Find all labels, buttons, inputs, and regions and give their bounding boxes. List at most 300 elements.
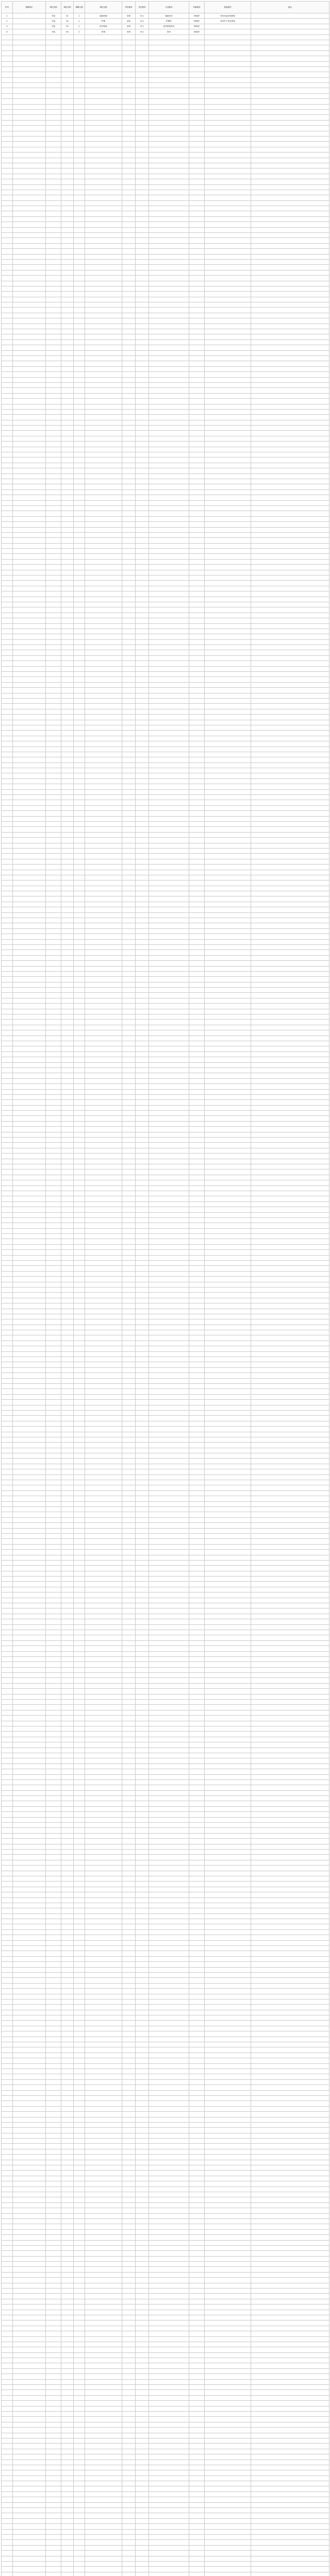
table-cell: [122, 115, 136, 120]
table-cell: [61, 1164, 74, 1169]
table-cell: [85, 361, 122, 366]
table-cell: [251, 110, 329, 115]
table-row: [2, 865, 329, 870]
table-cell: [136, 1512, 149, 1517]
table-cell: [85, 591, 122, 597]
table-cell: [189, 1175, 205, 1180]
table-cell: [122, 1506, 136, 1512]
table-cell: [46, 276, 61, 281]
table-cell: [189, 1330, 205, 1335]
table-cell: [149, 1443, 189, 1448]
table-cell: [136, 1913, 149, 1919]
table-cell: [122, 854, 136, 859]
table-cell: [74, 1501, 85, 1506]
table-row: [2, 1314, 329, 1319]
table-cell: [13, 693, 46, 698]
table-cell: [136, 800, 149, 805]
table-cell: [61, 1298, 74, 1303]
table-cell: [189, 731, 205, 736]
table-cell: [74, 1378, 85, 1383]
table-cell: [149, 1689, 189, 1694]
table-cell: [46, 725, 61, 730]
table-cell: [205, 1555, 251, 1560]
table-cell: [74, 838, 85, 843]
table-cell: [149, 1871, 189, 1876]
table-cell: [13, 1480, 46, 1485]
table-cell: [189, 661, 205, 666]
table-cell: [149, 1132, 189, 1137]
table-cell: [85, 1475, 122, 1480]
table-cell: [149, 977, 189, 982]
table-cell: [74, 1287, 85, 1292]
table-cell: [205, 1014, 251, 1020]
table-cell: [251, 1512, 329, 1517]
table-cell: [74, 1946, 85, 1951]
table-cell: [61, 865, 74, 870]
table-cell: [136, 1309, 149, 1314]
table-cell: [61, 891, 74, 896]
table-cell: [251, 2037, 329, 2042]
table-cell: [122, 950, 136, 955]
table-cell: [61, 1764, 74, 1769]
table-cell: [85, 821, 122, 826]
table-cell: [61, 1742, 74, 1748]
table-cell: [13, 1640, 46, 1646]
table-cell: [46, 522, 61, 527]
table-row: [2, 1410, 329, 1415]
table-cell: [61, 1255, 74, 1260]
table-cell: [61, 1983, 74, 1988]
table-cell: [205, 393, 251, 398]
table-cell: [205, 1148, 251, 1153]
table-cell: [2, 1774, 13, 1780]
table-cell: [46, 709, 61, 714]
table-cell: [149, 463, 189, 468]
table-cell: [74, 1485, 85, 1490]
table-cell: [46, 1437, 61, 1442]
table-cell: [189, 265, 205, 270]
table-cell: [74, 1094, 85, 1099]
table-cell: [46, 1154, 61, 1159]
table-cell: [189, 1999, 205, 2004]
table-cell: [61, 1619, 74, 1624]
table-row: [2, 1459, 329, 1464]
table-cell: [46, 752, 61, 757]
table-cell: [2, 409, 13, 414]
table-cell: [2, 1416, 13, 1421]
table-cell: [2, 1866, 13, 1871]
table-row: [2, 2063, 329, 2069]
table-cell: [205, 1999, 251, 2004]
table-cell: [189, 1876, 205, 1881]
table-cell: [13, 757, 46, 762]
table-cell: [85, 762, 122, 768]
table-cell: [46, 1469, 61, 1475]
table-cell: [2, 1662, 13, 1667]
table-cell: [251, 1427, 329, 1432]
table-cell: [189, 1121, 205, 1126]
table-cell: [13, 1154, 46, 1159]
table-cell: [205, 452, 251, 457]
table-cell: [205, 623, 251, 629]
table-row: [2, 1764, 329, 1769]
table-cell: [13, 1319, 46, 1325]
table-cell: [136, 1298, 149, 1303]
table-cell: [122, 1067, 136, 1073]
table-cell: [136, 1062, 149, 1067]
table-cell: [61, 1271, 74, 1276]
table-cell: [205, 1078, 251, 1083]
table-row: [2, 463, 329, 468]
table-row: [2, 1603, 329, 1608]
table-cell: [136, 2042, 149, 2047]
table-cell: [136, 1346, 149, 1351]
table-cell: [122, 1555, 136, 1560]
table-cell: [74, 1261, 85, 1266]
table-cell: [251, 1640, 329, 1646]
table-cell: [85, 1030, 122, 1036]
table-row: [2, 1089, 329, 1094]
table-cell: [251, 1448, 329, 1453]
table-cell: [251, 816, 329, 821]
table-cell: [85, 1437, 122, 1442]
table-cell: [205, 345, 251, 350]
table-cell: [189, 971, 205, 976]
table-cell: [136, 1148, 149, 1153]
table-cell: [85, 1185, 122, 1191]
table-cell: [251, 1228, 329, 1233]
table-cell: [149, 1860, 189, 1865]
table-cell: [122, 1094, 136, 1099]
table-cell: [74, 265, 85, 270]
table-cell: [136, 1560, 149, 1565]
table-cell: [136, 1400, 149, 1405]
table-cell: [251, 1261, 329, 1266]
table-cell: [205, 875, 251, 880]
table-cell: [13, 190, 46, 195]
table-row: [2, 1078, 329, 1083]
table-cell: [74, 1656, 85, 1662]
table-cell: [85, 875, 122, 880]
table-row: [2, 1170, 329, 1175]
table-cell: [74, 1544, 85, 1549]
table-cell: [61, 1678, 74, 1683]
table-cell: [122, 907, 136, 912]
table-cell: [149, 1464, 189, 1469]
table-cell: [149, 586, 189, 591]
table-cell: [85, 1624, 122, 1630]
table-cell: [85, 227, 122, 232]
table-cell: [251, 554, 329, 559]
table-cell: [13, 292, 46, 297]
table-cell: [149, 1694, 189, 1699]
table-cell: [2, 1405, 13, 1410]
table-cell: [136, 1207, 149, 1212]
table-cell: [74, 1437, 85, 1442]
table-cell: [122, 645, 136, 650]
table-cell: [74, 1614, 85, 1619]
table-cell: [205, 1309, 251, 1314]
table-cell: [136, 265, 149, 270]
table-cell: [122, 1823, 136, 1828]
table-cell: [85, 1105, 122, 1110]
table-cell: [251, 334, 329, 340]
table-cell: [74, 1662, 85, 1667]
table-row: [2, 1138, 329, 1143]
table-cell: [149, 77, 189, 82]
table-cell: [136, 1389, 149, 1394]
table-cell: [136, 928, 149, 934]
table-cell: [13, 2037, 46, 2042]
table-cell: [85, 778, 122, 784]
table-cell: [2, 1185, 13, 1191]
table-cell: [13, 1662, 46, 1667]
table-cell: [13, 1828, 46, 1833]
table-row: [2, 1608, 329, 1614]
table-cell: [13, 1758, 46, 1764]
table-cell: [205, 1067, 251, 1073]
table-cell: [13, 1127, 46, 1132]
table-cell: 临床医学: [149, 13, 189, 19]
table-cell: [74, 543, 85, 548]
table-cell: [13, 1330, 46, 1335]
table-cell: [13, 923, 46, 928]
table-cell: [46, 126, 61, 131]
table-row: [2, 142, 329, 147]
table-cell: [122, 1330, 136, 1335]
table-cell: [85, 1646, 122, 1651]
table-cell: [61, 666, 74, 671]
table-cell: [122, 126, 136, 131]
table-cell: [189, 848, 205, 853]
table-cell: [85, 1694, 122, 1699]
table-cell: [74, 1892, 85, 1897]
table-cell: [189, 350, 205, 355]
table-cell: [13, 1437, 46, 1442]
table-cell: [149, 1533, 189, 1538]
table-cell: [74, 233, 85, 238]
table-cell: [149, 1523, 189, 1528]
table-cell: [205, 1608, 251, 1614]
table-cell: [13, 1475, 46, 1480]
table-cell: [149, 2058, 189, 2063]
table-cell: [136, 1261, 149, 1266]
table-cell: [136, 1250, 149, 1255]
table-cell: [46, 286, 61, 291]
table-cell: [189, 1753, 205, 1758]
table-cell: [2, 1742, 13, 1748]
table-cell: [2, 1084, 13, 1089]
table-cell: [46, 142, 61, 147]
table-cell: [149, 1410, 189, 1415]
table-cell: [13, 361, 46, 366]
table-cell: [189, 511, 205, 516]
table-cell: [74, 409, 85, 414]
table-cell: [74, 859, 85, 864]
table-cell: [205, 457, 251, 463]
table-cell: [251, 1400, 329, 1405]
table-cell: [2, 736, 13, 741]
table-cell: [205, 1501, 251, 1506]
table-cell: [2, 918, 13, 923]
table-cell: [2, 1212, 13, 1217]
table-cell: [189, 1138, 205, 1143]
table-cell: [136, 1748, 149, 1753]
table-cell: [61, 136, 74, 141]
table-cell: [122, 1164, 136, 1169]
table-cell: [189, 522, 205, 527]
table-cell: [46, 56, 61, 61]
table-row: [2, 1796, 329, 1801]
table-cell: [251, 532, 329, 537]
table-cell: [136, 1443, 149, 1448]
table-cell: [122, 1935, 136, 1940]
table-cell: [149, 1550, 189, 1555]
table-cell: [13, 581, 46, 586]
table-cell: [13, 1946, 46, 1951]
table-cell: [149, 1866, 189, 1871]
table-cell: [251, 1758, 329, 1764]
table-cell: 1: [2, 13, 13, 19]
table-cell: [2, 977, 13, 982]
table-cell: [251, 993, 329, 998]
table-cell: [189, 1490, 205, 1496]
table-cell: [2, 1314, 13, 1319]
table-cell: [122, 1389, 136, 1394]
table-cell: [122, 259, 136, 264]
table-cell: [136, 206, 149, 211]
table-cell: [122, 50, 136, 56]
table-cell: [46, 1935, 61, 1940]
table-cell: [136, 1453, 149, 1459]
table-cell: [251, 1250, 329, 1255]
table-cell: [149, 1212, 189, 1217]
table-cell: [251, 918, 329, 923]
table-cell: [46, 1689, 61, 1694]
table-cell: [251, 1635, 329, 1640]
table-cell: [74, 1480, 85, 1485]
table-cell: [74, 565, 85, 570]
table-cell: [46, 216, 61, 222]
table-cell: [2, 1121, 13, 1126]
table-cell: [46, 222, 61, 227]
table-cell: [74, 511, 85, 516]
table-cell: [61, 1325, 74, 1330]
table-cell: [74, 1651, 85, 1656]
table-cell: [46, 1566, 61, 1571]
table-cell: [149, 768, 189, 773]
table-cell: [189, 426, 205, 431]
table-cell: 1: [74, 24, 85, 29]
table-cell: [61, 1806, 74, 1811]
table-cell: [74, 1020, 85, 1025]
table-cell: [61, 313, 74, 318]
table-cell: [136, 1801, 149, 1806]
table-cell: [46, 1806, 61, 1811]
table-cell: [13, 409, 46, 414]
table-cell: [2, 1154, 13, 1159]
table-cell: [251, 479, 329, 484]
table-row: [2, 1908, 329, 1913]
table-cell: [85, 1946, 122, 1951]
table-cell: [205, 902, 251, 907]
table-cell: [46, 1400, 61, 1405]
table-cell: [46, 570, 61, 575]
table-cell: [136, 977, 149, 982]
table-cell: [2, 757, 13, 762]
table-cell: [61, 1817, 74, 1822]
table-cell: [46, 500, 61, 505]
table-cell: [46, 575, 61, 581]
table-cell: [2, 1833, 13, 1838]
table-cell: [61, 511, 74, 516]
table-cell: [251, 350, 329, 355]
table-cell: [85, 1319, 122, 1325]
table-cell: [85, 704, 122, 709]
table-cell: [13, 1261, 46, 1266]
table-cell: [122, 1405, 136, 1410]
table-cell: [46, 1839, 61, 1844]
table-cell: [74, 1764, 85, 1769]
table-cell: [122, 1785, 136, 1790]
table-cell: [189, 1587, 205, 1592]
table-cell: [74, 597, 85, 602]
table-cell: [122, 1100, 136, 1105]
table-cell: [189, 1459, 205, 1464]
table-cell: 护理学: [149, 19, 189, 24]
table-cell: [189, 736, 205, 741]
table-cell: [46, 1989, 61, 1994]
table-cell: [74, 1882, 85, 1887]
table-cell: [136, 1897, 149, 1903]
table-cell: [149, 1250, 189, 1255]
table-row: [2, 1726, 329, 1732]
table-cell: [136, 1635, 149, 1640]
table-cell: [2, 131, 13, 136]
table-cell: [205, 800, 251, 805]
table-cell: [46, 254, 61, 259]
table-cell: [2, 1517, 13, 1522]
table-row: [2, 1539, 329, 1544]
table-cell: [85, 1550, 122, 1555]
table-cell: [205, 1485, 251, 1490]
table-cell: [205, 1073, 251, 1078]
table-cell: [46, 1651, 61, 1656]
table-cell: 02: [61, 19, 74, 24]
table-cell: [251, 1608, 329, 1614]
table-cell: [136, 1234, 149, 1239]
table-cell: [2, 216, 13, 222]
table-cell: [13, 559, 46, 564]
table-cell: [205, 1346, 251, 1351]
table-cell: [149, 1849, 189, 1854]
table-cell: 学士: [136, 24, 149, 29]
table-cell: [2, 1351, 13, 1357]
table-cell: [74, 1335, 85, 1341]
table-cell: [61, 1887, 74, 1892]
table-cell: [122, 570, 136, 575]
table-cell: [205, 35, 251, 40]
table-cell: [13, 1951, 46, 1956]
table-cell: [205, 131, 251, 136]
table-cell: [13, 452, 46, 457]
table-cell: [61, 1555, 74, 1560]
table-cell: [85, 1844, 122, 1849]
table-cell: [61, 1828, 74, 1833]
table-cell: [61, 811, 74, 816]
table-cell: [122, 1335, 136, 1341]
table-row: [2, 1999, 329, 2004]
